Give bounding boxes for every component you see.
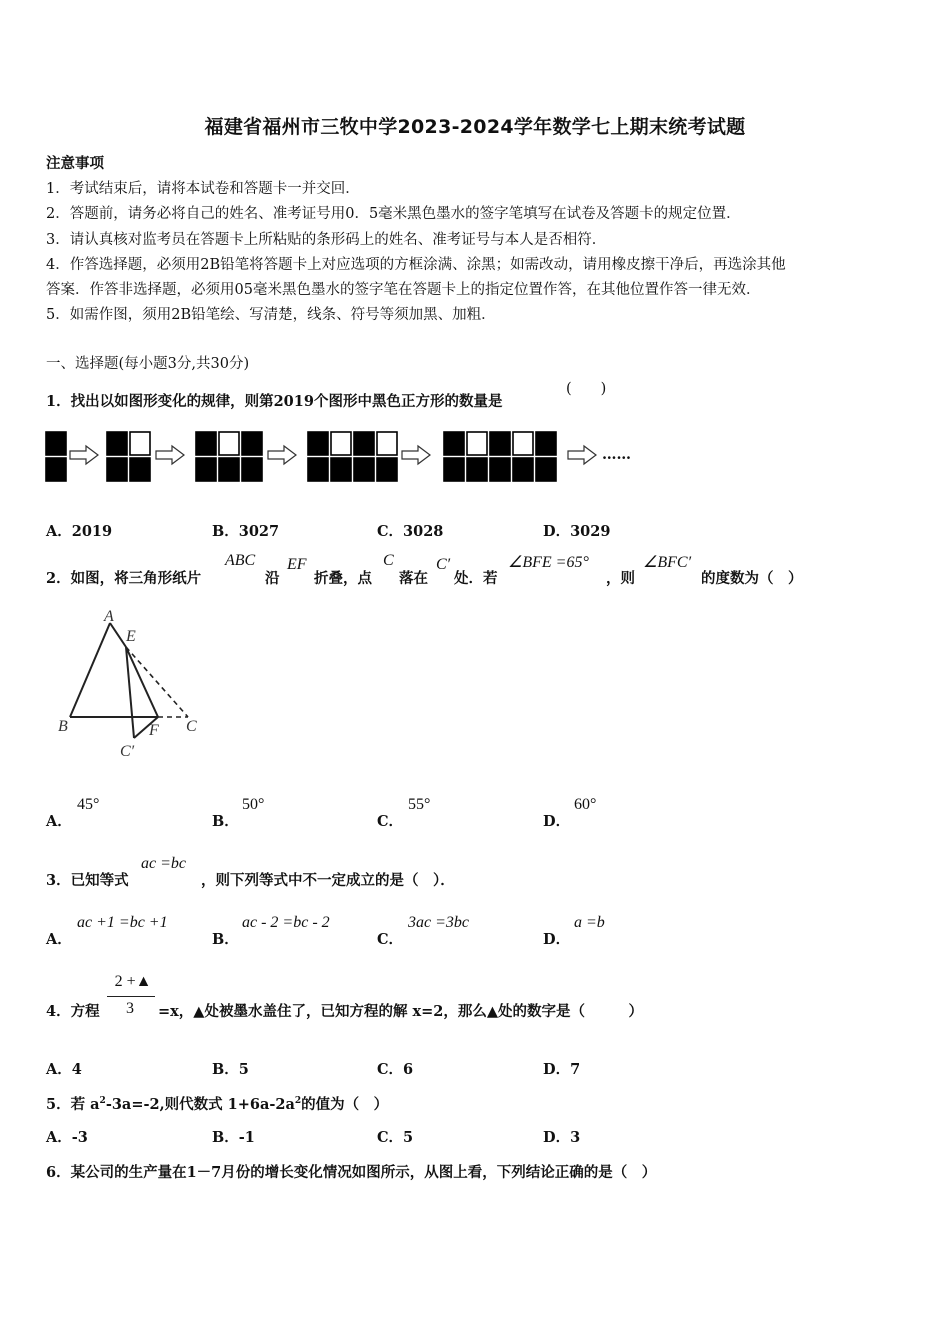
q5-option-c[interactable]: C．5 bbox=[377, 1129, 414, 1146]
q3-option-a-value: ac +1 =bc +1 bbox=[77, 914, 168, 931]
q2-text-7: 的度数为（ ） bbox=[701, 570, 803, 587]
q4-option-d[interactable]: D．7 bbox=[543, 1061, 581, 1078]
q3-option-b-letter[interactable]: B． bbox=[212, 931, 239, 948]
q2-math-cprime: C′ bbox=[436, 556, 451, 573]
q2-math-abc: ABC bbox=[225, 552, 256, 569]
q2-option-a-value: 45° bbox=[77, 796, 100, 813]
q1-option-c[interactable]: C．3028 bbox=[377, 523, 444, 540]
q1-pattern-figure bbox=[44, 428, 644, 486]
section-heading: 一、选择题(每小题3分,共30分) bbox=[46, 356, 250, 372]
notice-item-3: 3．请认真核对监考员在答题卡上所粘贴的条形码上的姓名、准考证号与本人是否相符． bbox=[46, 232, 607, 248]
q3-option-b-value: ac - 2 =bc - 2 bbox=[242, 914, 330, 931]
q2-text-4: 落在 bbox=[399, 570, 428, 587]
q2-text-1: 2．如图，将三角形纸片 bbox=[46, 570, 202, 587]
q1-option-d[interactable]: D．3029 bbox=[543, 523, 611, 540]
q4-text-2: =x，▲处被墨水盖住了，已知方程的解 x=2，那么▲处的数字是（ ） bbox=[158, 1003, 644, 1020]
notice-item-2: 2．答题前，请务必将自己的姓名、准考证号用0．5毫米黑色墨水的签字笔填写在试卷及答题卡的规定位置． bbox=[46, 206, 741, 222]
q2-math-c: C bbox=[383, 552, 394, 569]
q2-option-c-letter[interactable]: C． bbox=[377, 813, 404, 830]
q4-option-a[interactable]: A．4 bbox=[46, 1061, 82, 1078]
notice-heading: 注意事项 bbox=[46, 155, 104, 172]
q2-option-c-value: 55° bbox=[408, 796, 431, 813]
q5-option-d[interactable]: D．3 bbox=[543, 1129, 581, 1146]
q5-text-c: 的值为（ ） bbox=[301, 1096, 389, 1113]
q2-text-2: 沿 bbox=[265, 570, 280, 587]
q2-triangle-figure bbox=[50, 605, 215, 765]
q2-option-b-letter[interactable]: B． bbox=[212, 813, 239, 830]
q2-option-a-letter[interactable]: A． bbox=[46, 813, 72, 830]
q3-text-1: 3．已知等式 bbox=[46, 872, 129, 889]
q5-text-b: -3a=-2,则代数式 1+6a-2a bbox=[105, 1096, 295, 1113]
q5-sup-2: 2 bbox=[294, 1096, 302, 1107]
q4-option-b[interactable]: B．5 bbox=[212, 1061, 249, 1078]
notice-item-1: 1．考试结束后，请将本试卷和答题卡一并交回． bbox=[46, 181, 360, 197]
q4-option-c[interactable]: C．6 bbox=[377, 1061, 414, 1078]
q5-option-b[interactable]: B．-1 bbox=[212, 1129, 255, 1146]
fig-label-e: E bbox=[126, 628, 136, 645]
fig-label-c: C bbox=[186, 718, 197, 735]
fig-label-f: F bbox=[149, 722, 159, 739]
q3-text-2: ，则下列等式中不一定成立的是（ ）． bbox=[201, 872, 455, 889]
q2-math-angle-bfc: ∠BFC′ bbox=[643, 554, 692, 571]
q3-option-a-letter[interactable]: A． bbox=[46, 931, 72, 948]
q3-option-c-value: 3ac =3bc bbox=[408, 914, 469, 931]
fig-label-b: B bbox=[58, 718, 68, 735]
q6-text: 6．某公司的生产量在1－7月份的增长变化情况如图所示，从图上看，下列结论正确的是（ ） bbox=[46, 1164, 657, 1181]
fig-label-a: A bbox=[104, 608, 114, 625]
notice-item-4: 4．作答选择题，必须用2B铅笔将答题卡上对应选项的方框涂满、涂黑；如需改动，请用橡皮擦干净后，再选涂其他 bbox=[46, 257, 786, 273]
q5-option-a[interactable]: A．-3 bbox=[46, 1129, 88, 1146]
notice-item-5: 5．如需作图，须用2B铅笔绘、写清楚，线条、符号等须加黑、加粗． bbox=[46, 307, 496, 323]
q2-option-b-value: 50° bbox=[242, 796, 265, 813]
q5-sup-1: 2 bbox=[99, 1096, 106, 1107]
q5-text bbox=[46, 1093, 388, 1114]
q4-text-1: 4．方程 bbox=[46, 1003, 100, 1020]
q1-text: 1．找出以如图形变化的规律，则第2019个图形中黑色正方形的数量是 bbox=[46, 393, 503, 410]
q2-math-angle-bfe: ∠BFE =65° bbox=[508, 554, 589, 571]
q3-math-eq: ac =bc bbox=[141, 855, 186, 872]
q4-fraction-bar bbox=[107, 996, 155, 997]
q1-option-a[interactable]: A．2019 bbox=[46, 523, 113, 540]
q4-fraction-numerator: 2 +▲ bbox=[114, 973, 152, 990]
q2-text-5: 处．若 bbox=[454, 570, 498, 587]
q2-text-3: 折叠，点 bbox=[314, 570, 372, 587]
q1-paren: ( ) bbox=[566, 381, 607, 397]
page-title: 福建省福州市三牧中学2023-2024学年数学七上期末统考试题 bbox=[204, 116, 746, 138]
q3-option-d-value: a =b bbox=[574, 914, 605, 931]
q1-option-b[interactable]: B．3027 bbox=[212, 523, 280, 540]
q1-ellipsis: …… bbox=[602, 446, 631, 463]
q4-fraction-denominator: 3 bbox=[126, 1000, 134, 1017]
q3-option-d-letter[interactable]: D． bbox=[543, 931, 571, 948]
q2-text-6: ，则 bbox=[606, 570, 635, 587]
q2-option-d-letter[interactable]: D． bbox=[543, 813, 571, 830]
q5-text-a: 5．若 a bbox=[46, 1096, 100, 1113]
fig-label-cprime: C′ bbox=[120, 743, 135, 760]
notice-item-4-cont: 答案．作答非选择题，必须用05毫米黑色墨水的签字笔在答题卡上的指定位置作答，在其他位置作答一律无效． bbox=[46, 282, 761, 298]
q2-math-ef: EF bbox=[287, 556, 307, 573]
q2-option-d-value: 60° bbox=[574, 796, 597, 813]
q3-option-c-letter[interactable]: C． bbox=[377, 931, 404, 948]
